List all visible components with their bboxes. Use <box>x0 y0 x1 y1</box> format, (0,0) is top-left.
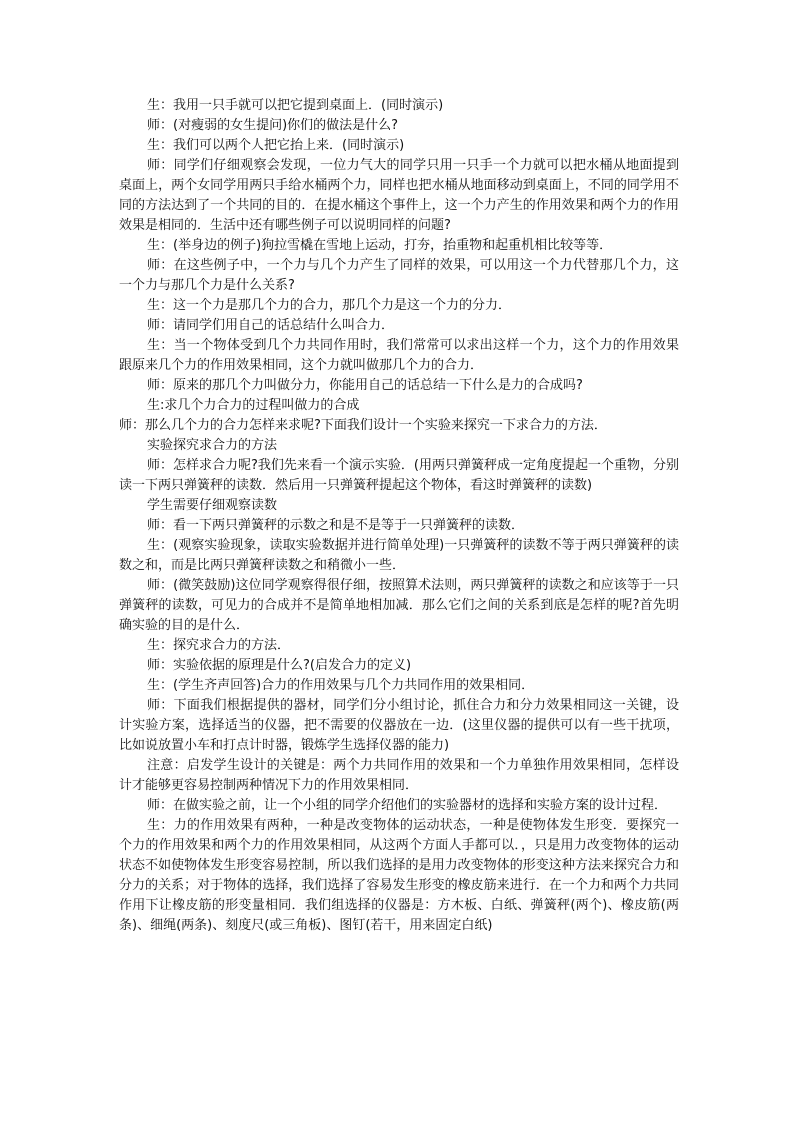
paragraph: 师：下面我们根据提供的器材，同学们分小组讨论，抓住合力和分力效果相同这一关键，设计实验方案，选择适当的仪器，把不需要的仪器放在一边．(这里仪器的提供可以有一些干扰项，比如说放置小车和打点计时器，锻炼学生选择仪器的能力) <box>119 698 679 753</box>
paragraph: 师：原来的那几个力叫做分力，你能用自己的话总结一下什么是力的合成吗? <box>147 378 583 393</box>
paragraph: 生：(举身边的例子)狗拉雪橇在雪地上运动，打夯，抬重物和起重机相比较等等． <box>147 238 613 253</box>
paragraph: 师：在这些例子中，一个力与几个力产生了同样的效果，可以用这一个力代替那几个力，这一个力与那几个力是什么关系? <box>119 258 679 293</box>
paragraph: 生：探究求合力的方法． <box>147 638 291 653</box>
paragraph: 生：(观察实验现象，读取实验数据并进行简单处理)一只弹簧秤的读数不等于两只弹簧秤的读数之和，而是比两只弹簧秤读数之和稍微小一些． <box>119 538 679 573</box>
paragraph: 师：怎样求合力呢?我们先来看一个演示实验．(用两只弹簧秤成一定角度提起一个重物，分别读一下两只弹簧秤的读数．然后用一只弹簧秤提起这个物体，看这时弹簧秤的读数) <box>119 458 679 493</box>
paragraph: 生：(学生齐声回答)合力的作用效果与几个力共同作用的效果相同． <box>147 678 535 693</box>
paragraph: 实验探究求合力的方法 <box>147 438 278 453</box>
paragraph: 生：当一个物体受到几个力共同作用时，我们常常可以求出这样一个力，这个力的作用效果跟原来几个力的作用效果相同，这个力就叫做那几个力的合力． <box>119 338 679 373</box>
paragraph: 师：那么几个力的合力怎样来求呢?下面我们设计一个实验来探究一下求合力的方法． <box>119 418 607 433</box>
document-body <box>119 96 679 936</box>
paragraph: 师：实验依据的原理是什么?(启发合力的定义) <box>147 658 412 673</box>
paragraph: 生:求几个力合力的过程叫做力的合成 <box>147 398 360 413</box>
paragraph: 师：在做实验之前，让一个小组的同学介绍他们的实验器材的选择和实验方案的设计过程． <box>147 798 668 813</box>
paragraph: 注意：启发学生设计的关键是：两个力共同作用的效果和一个力单独作用效果相同，怎样设计才能够更容易控制两种情况下力的作用效果相同． <box>119 758 679 793</box>
paragraph: 师：(对瘦弱的女生提问)你们的做法是什么? <box>147 118 399 133</box>
paragraph: 生：力的作用效果有两种，一种是改变物体的运动状态，一种是使物体发生形变．要探究一个力的作用效果和两个力的作用效果相同，从这两个方面人手都可以．，只是用力改变物体的运动状态不如使物体发生形变容易控制，所以我们选择的是用力改变物体的形变这种方法来探究合力和分力的关系；对于物体的选择，我们选择了容易发生形变的橡皮筋来进行．在一个力和两个力共同作用下让橡皮筋的形变量相同．我们组选择的仪器是：方木板、白纸、弹簧秤(两个)、橡皮筋(两条)、细绳(两条)、刻度尺(或三角板)、图钉(若干，用来固定白纸) <box>119 818 679 933</box>
paragraph: 生：我用一只手就可以把它提到桌面上．(同时演示) <box>147 98 444 113</box>
paragraph: 生：这一个力是那几个力的合力，那几个力是这一个力的分力． <box>147 298 512 313</box>
paragraph: 学生需要仔细观察读数 <box>147 498 278 513</box>
paragraph: 师：请同学们用自己的话总结什么叫合力． <box>147 318 395 333</box>
paragraph: 师：(微笑鼓励)这位同学观察得很仔细，按照算术法则，两只弹簧秤的读数之和应该等于一只弹簧秤的读数，可见力的合成并不是简单地相加减．那么它们之间的关系到底是怎样的呢?首先明确实验的目的是什么． <box>119 578 679 633</box>
paragraph: 师：同学们仔细观察会发现，一位力气大的同学只用一只手一个力就可以把水桶从地面提到桌面上，两个女同学用两只手给水桶两个力，同样也把水桶从地面移动到桌面上，不同的同学用不同的方法达到了一个共同的目的．在提水桶这个事件上，这一个力产生的作用效果和两个力的作用效果是相同的．生活中还有哪些例子可以说明同样的问题? <box>119 158 679 233</box>
paragraph: 生：我们可以两个人把它抬上来．(同时演示) <box>147 138 405 153</box>
paragraph: 师：看一下两只弹簧秤的示数之和是不是等于一只弹簧秤的读数． <box>147 518 525 533</box>
